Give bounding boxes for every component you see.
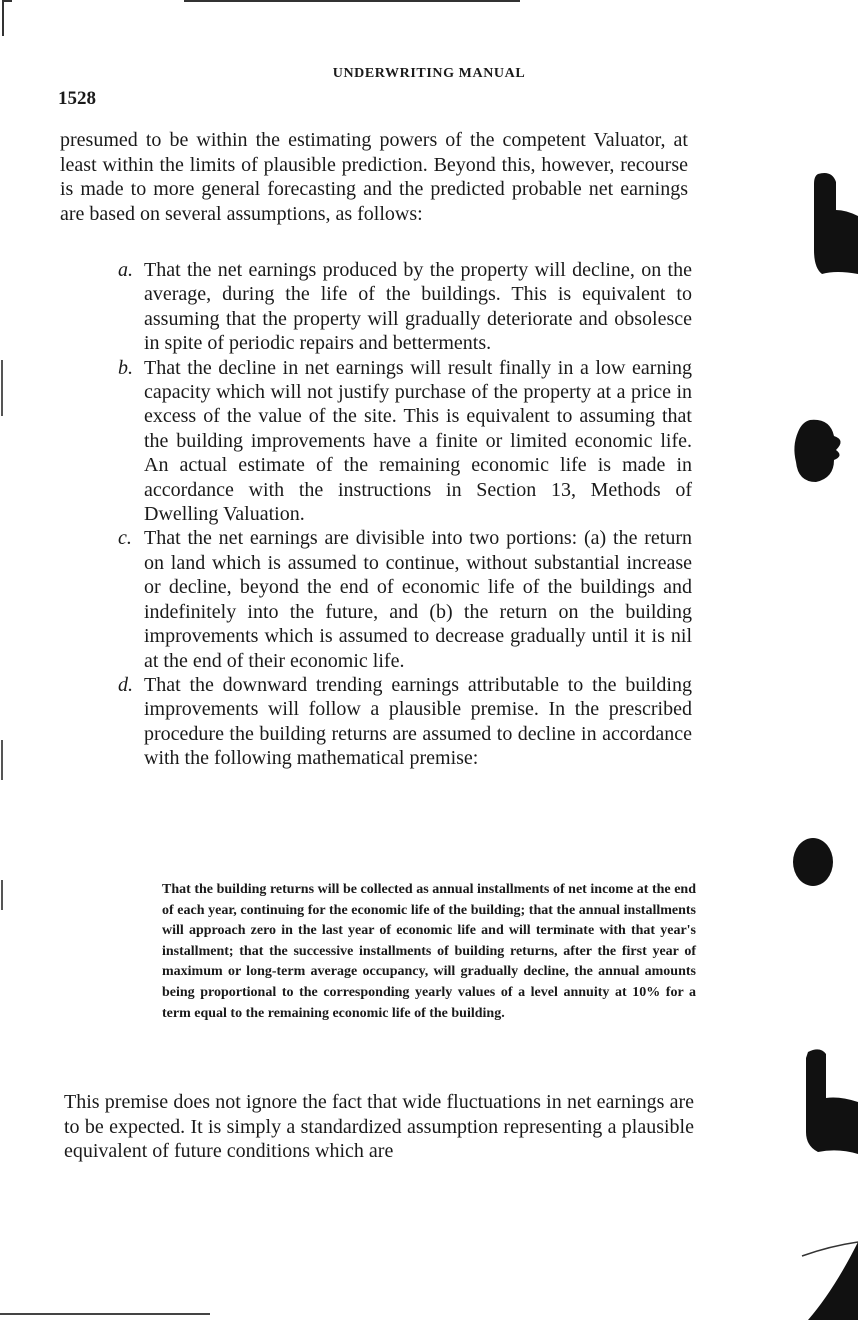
premise-block: That the building returns will be collected as annual installments of net income at the end of each year, continuing for the economic life of the building; that the annual installments will approach zero in the last year of economic life and will terminate with that year's installment; that the successive installments of building returns, after the first year of maximum or long-term average occupancy, will gradually decline, the annual amounts being proportional to the corresponding yearly values of a level annuity at 10% for a term equal to the remaining economic life of the building. bbox=[162, 882, 696, 1021]
assumption-item-b bbox=[114, 356, 692, 527]
item-letter: d. bbox=[118, 673, 133, 696]
page-fold-corner bbox=[790, 1230, 858, 1320]
binder-hole-round bbox=[790, 836, 836, 888]
scan-top-edge bbox=[184, 0, 520, 2]
item-text: That the net earnings produced by the property will decline, on the average, during the life of the buildings. This is equivalent to assuming that the property will gradually deteriorate and obsolesce in spite of periodic repairs and betterments. bbox=[144, 259, 692, 355]
scan-corner-cap bbox=[2, 0, 12, 2]
assumption-item-d bbox=[114, 673, 692, 771]
assumption-item-a bbox=[114, 258, 692, 356]
closing-paragraph: This premise does not ignore the fact that wide fluctuations in net earnings are to be expected. It is simply a standardized assumption representing a plausible equivalent of future conditions which are bbox=[64, 1091, 694, 1162]
intro-paragraph: presumed to be within the estimating powers of the competent Valuator, at least within the limits of plausible prediction. Beyond this, however, recourse is made to more general forecasting and the predicted probable net earnings are based on several assumptions, as follows: bbox=[60, 129, 688, 225]
running-head: UNDERWRITING MANUAL bbox=[332, 66, 526, 81]
item-text: That the net earnings are divisible into two portions: (a) the return on land which is assumed to continue, without substantial increase or decline, beyond the end of economic life of the buildings and indefinitely into the future, and (b) the return on the building improvements which is assumed to decrease gradually until it is nil at the end of their economic life. bbox=[144, 527, 692, 672]
item-text: That the downward trending earnings attributable to the building improvements will follow a plausible premise. In the prescribed procedure the building returns are assumed to decline in accordance with the following mathematical premise: bbox=[144, 673, 692, 770]
binder-shadow-top bbox=[806, 170, 858, 280]
assumption-item-c bbox=[114, 526, 692, 672]
page-number: 1528 bbox=[58, 88, 96, 109]
item-text: That the decline in net earnings will result finally in a low earning capacity which will not justify purchase of the property at a price in excess of the value of the site. This is equivalent to assuming that the building improvements have a finite or limited economic life. An actual estimate of the remaining economic life is made in accordance with the instructions in Section 13, Methods of Dwelling Valuation. bbox=[144, 356, 692, 526]
item-letter: a. bbox=[118, 259, 133, 281]
item-letter: c. bbox=[118, 527, 132, 550]
binder-hole-mark bbox=[790, 416, 846, 486]
item-letter: b. bbox=[118, 356, 133, 379]
scan-left-edge-mark bbox=[1, 880, 3, 910]
scan-left-edge-mark bbox=[1, 360, 3, 416]
binder-shadow-bottom bbox=[800, 1046, 858, 1156]
scan-bottom-edge bbox=[0, 1313, 210, 1315]
assumptions-list bbox=[114, 258, 692, 771]
scan-corner-mark bbox=[2, 0, 4, 36]
scan-left-edge-mark bbox=[1, 740, 3, 780]
